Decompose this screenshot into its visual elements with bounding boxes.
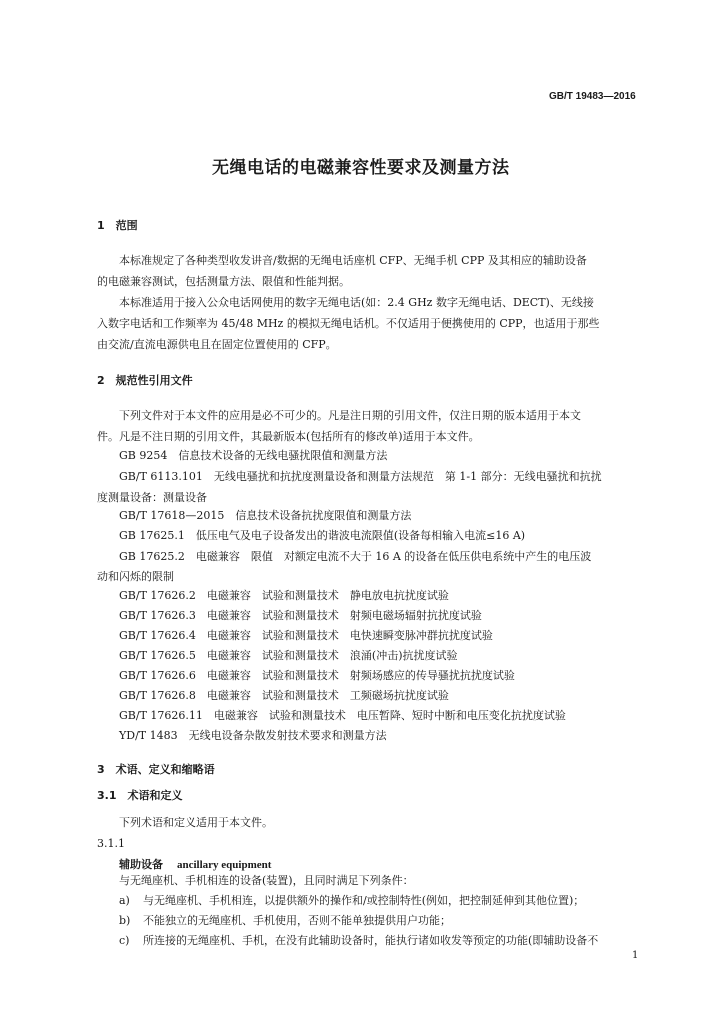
section-2-intro-line-2: 件。凡是不注日期的引用文件，其最新版本(包括所有的修改单)适用于本文件。: [97, 430, 480, 443]
list-marker: c): [119, 934, 130, 947]
reference-item: GB/T 17626.6 电磁兼容 试验和测量技术 射频场感应的传导骚扰抗扰度试验: [119, 669, 515, 682]
reference-item-continuation: 动和闪烁的限制: [97, 570, 174, 583]
section-3-1-heading: 3.1 术语和定义: [97, 789, 183, 802]
reference-item: GB/T 17626.2 电磁兼容 试验和测量技术 静电放电抗扰度试验: [119, 589, 449, 602]
section-2-heading: 2 规范性引用文件: [97, 374, 193, 387]
term-english: ancillary equipment: [177, 859, 272, 871]
list-item: [119, 890, 584, 911]
section-1-para-1-line-2: 的电磁兼容测试，包括测量方法、限值和性能判据。: [97, 275, 350, 288]
reference-item: GB/T 6113.101 无线电骚扰和抗扰度测量设备和测量方法规范 第 1-1 部分：无线电骚扰和抗扰: [119, 470, 602, 483]
list-item: [119, 930, 598, 951]
standard-code: GB/T 19483—2016: [549, 91, 636, 102]
reference-item: GB/T 17618—2015 信息技术设备抗扰度限值和测量方法: [119, 509, 412, 522]
section-3-heading: 3 术语、定义和缩略语: [97, 763, 215, 776]
reference-item: GB 9254 信息技术设备的无线电骚扰限值和测量方法: [119, 449, 388, 462]
list-item-text: 不能独立的无绳座机、手机使用，否则不能单独提供用户功能；: [143, 914, 451, 927]
section-1-heading: 1 范围: [97, 219, 138, 232]
section-1-para-1-line-1: 本标准规定了各种类型收发讲音/数据的无绳电话座机 CFP、无绳手机 CPP 及其相应的辅助设备: [119, 254, 587, 267]
list-item-text: 所连接的无绳座机、手机，在没有此辅助设备时，能执行诸如收发等预定的功能(即辅助设备不: [143, 934, 599, 947]
clause-number: 3.1.1: [97, 837, 125, 850]
list-marker: b): [119, 914, 131, 927]
section-1-para-2-line-3: 由交流/直流电源供电且在固定位置使用的 CFP。: [97, 338, 337, 351]
reference-item-continuation: 度测量设备：测量设备: [97, 491, 207, 504]
term-chinese: 辅助设备: [119, 858, 163, 871]
reference-item: GB/T 17626.4 电磁兼容 试验和测量技术 电快速瞬变脉冲群抗扰度试验: [119, 629, 493, 642]
document-title: 无绳电话的电磁兼容性要求及测量方法: [212, 158, 510, 178]
section-2-intro-line-1: 下列文件对于本文件的应用是必不可少的。凡是注日期的引用文件，仅注日期的版本适用于本文: [119, 409, 581, 422]
reference-item: GB/T 17626.3 电磁兼容 试验和测量技术 射频电磁场辐射抗扰度试验: [119, 609, 482, 622]
reference-item: GB/T 17626.11 电磁兼容 试验和测量技术 电压暂降、短时中断和电压变化抗扰度试验: [119, 709, 566, 722]
reference-item: GB/T 17626.8 电磁兼容 试验和测量技术 工频磁场抗扰度试验: [119, 689, 449, 702]
list-marker: a): [119, 894, 130, 907]
definition-intro: 与无绳座机、手机相连的设备(装置)，且同时满足下列条件：: [119, 874, 414, 887]
reference-item: YD/T 1483 无线电设备杂散发射技术要求和测量方法: [119, 729, 387, 742]
page-number: 1: [632, 950, 639, 961]
list-item-text: 与无绳座机、手机相连，以提供额外的操作和/或控制特性(例如，把控制延伸到其他位置)；: [143, 894, 585, 907]
list-item: [119, 910, 451, 931]
section-3-1-intro: 下列术语和定义适用于本文件。: [119, 816, 273, 829]
section-1-para-2-line-1: 本标准适用于接入公众电话网使用的数字无绳电话(如：2.4 GHz 数字无绳电话、DECT)、无线接: [119, 296, 594, 309]
reference-item: GB/T 17626.5 电磁兼容 试验和测量技术 浪涌(冲击)抗扰度试验: [119, 649, 458, 662]
reference-item: GB 17625.2 电磁兼容 限值 对额定电流不大于 16 A 的设备在低压供电系统中产生的电压波: [119, 550, 592, 563]
reference-item: GB 17625.1 低压电气及电子设备发出的谐波电流限值(设备每相输入电流≤16 A): [119, 529, 526, 542]
section-1-para-2-line-2: 入数字电话和工作频率为 45/48 MHz 的模拟无绳电话机。不仅适用于便携使用的 CPP，也适用于那些: [97, 317, 600, 330]
